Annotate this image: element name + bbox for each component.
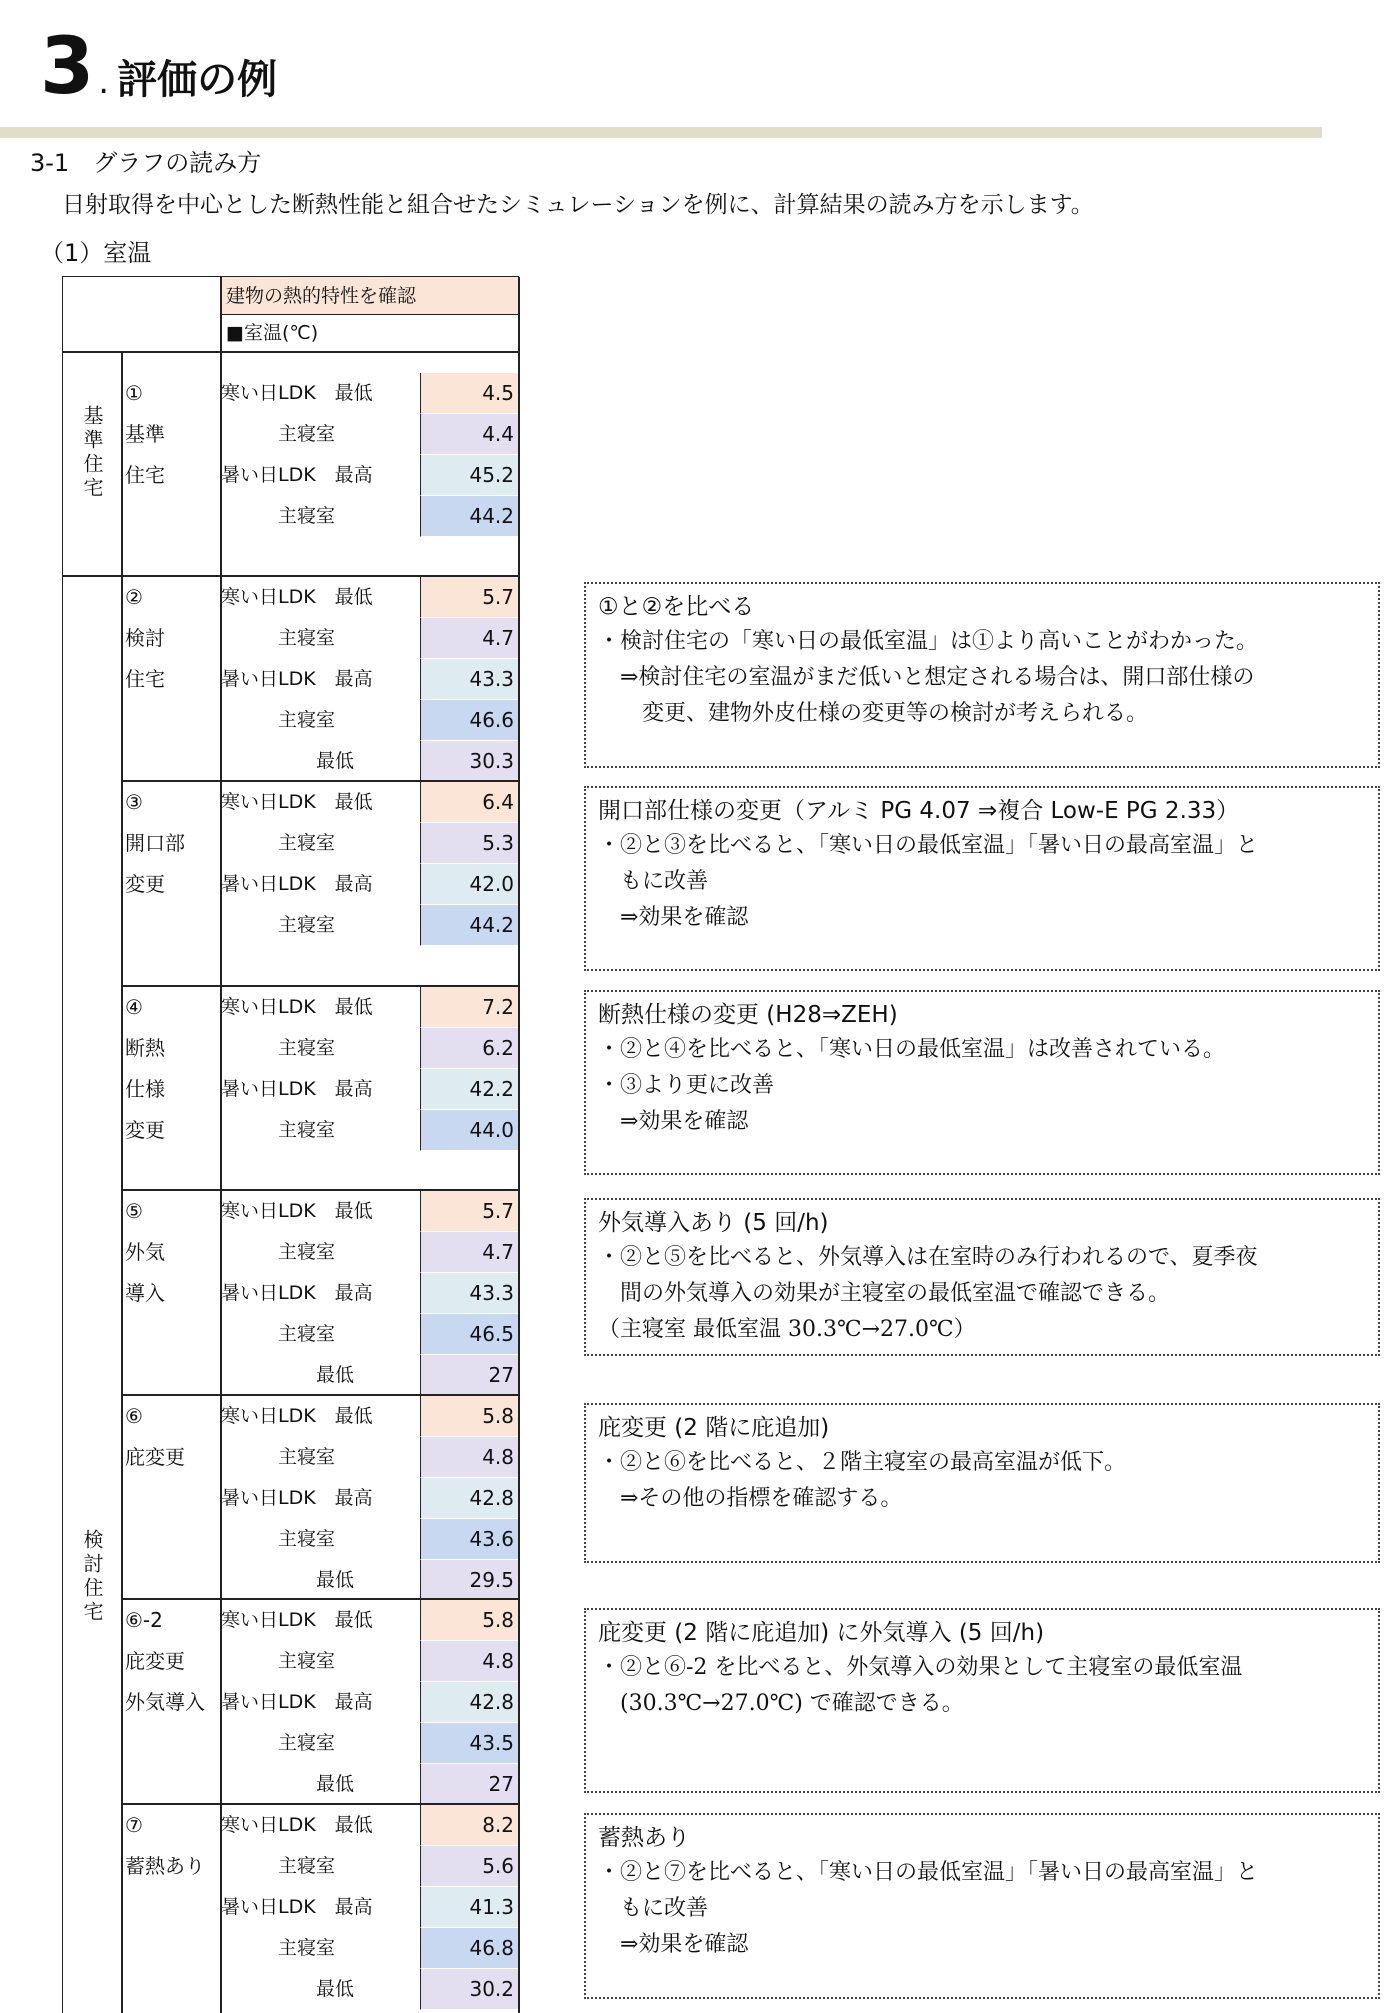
row-value: 7.2: [420, 987, 518, 1028]
row-label: 主寝室: [221, 1037, 336, 1059]
group-label-base-text: 基準住宅: [80, 405, 104, 501]
row-label: 主寝室: [221, 1732, 336, 1754]
row-label: 寒い日LDK 最低: [221, 1814, 373, 1836]
row-value: 30.2: [420, 1969, 518, 2010]
note-body: ・検討住宅の「寒い日の最低室温」は①より高いことがわかった。 ⇒検討住宅の室温がまだ低いと想定される場合は、開口部仕様の 変更、建物外皮仕様の変更等の検討が考えられる。: [598, 629, 1259, 726]
row-value: 27: [420, 1764, 518, 1805]
row-label: 主寝室: [221, 505, 336, 527]
block-label: 変更: [125, 1118, 165, 1142]
row-label: 主寝室: [221, 423, 336, 445]
row-value: 5.7: [420, 577, 518, 618]
row-label: 暑い日LDK 最高: [221, 1896, 373, 1918]
note-title: 庇変更 (2 階に庇追加) に外気導入 (5 回/h): [598, 1620, 1045, 1646]
row-value: 29.5: [420, 1560, 518, 1601]
chapter-heading: [40, 22, 277, 112]
row-value: 4.7: [420, 618, 518, 659]
row-value: 5.8: [420, 1600, 518, 1641]
note-body: ・②と④を比べると、「寒い日の最低室温」は改善されている。 ・③より更に改善 ⇒効果を確認: [598, 1037, 1226, 1134]
note-box: [584, 1813, 1380, 1999]
row-label: 暑い日LDK 最高: [221, 1487, 373, 1509]
row-value: 45.2: [420, 455, 518, 496]
row-label: 主寝室: [221, 1119, 336, 1141]
row-label: 主寝室: [221, 1937, 336, 1959]
block-label: 外気: [125, 1240, 165, 1264]
block-label: ⑥: [125, 1404, 143, 1428]
note-title: 蓄熱あり: [598, 1825, 690, 1851]
row-label: 主寝室: [221, 1241, 336, 1263]
block-label: ②: [125, 585, 143, 609]
row-value: 46.8: [420, 1928, 518, 1969]
row-value: 6.2: [420, 1028, 518, 1069]
table-unit: ■室温(℃): [226, 322, 319, 344]
note-title: 断熱仕様の変更 (H28⇒ZEH): [598, 1002, 898, 1028]
row-value: 43.6: [420, 1519, 518, 1560]
note-box: [584, 1403, 1380, 1563]
group-label-study: [63, 1507, 121, 1647]
block-label: 検討: [125, 626, 165, 650]
block-label: 庇変更: [125, 1445, 185, 1469]
group-column-line: [121, 351, 123, 2013]
row-value: 27: [420, 1355, 518, 1396]
row-label: 最低: [221, 1364, 355, 1386]
block-label: 蓄熱あり: [125, 1854, 205, 1878]
block-label: ①: [125, 381, 143, 405]
group-label-study-text: 検討住宅: [80, 1529, 104, 1625]
row-label: 寒い日LDK 最低: [221, 382, 373, 404]
block-label: 開口部: [125, 831, 185, 855]
row-value: 43.5: [420, 1723, 518, 1764]
block-label: ⑦: [125, 1813, 143, 1837]
group-label-base: [63, 373, 121, 533]
block-label: 仕様: [125, 1077, 165, 1101]
row-label: 主寝室: [221, 1446, 336, 1468]
row-value: 46.5: [420, 1314, 518, 1355]
note-box: [584, 786, 1380, 971]
row-value: 4.8: [420, 1641, 518, 1682]
row-label: 寒い日LDK 最低: [221, 586, 373, 608]
note-body: ・②と⑤を比べると、外気導入は在室時のみ行われるので、夏季夜 間の外気導入の効果が主寝室の最低室温で確認できる。 （主寝室 最低室温 30.3℃→27.0℃）: [598, 1245, 1258, 1342]
chapter-title: 評価の例: [117, 57, 278, 103]
table-header: 建物の熱的特性を確認: [220, 277, 518, 315]
note-box: [584, 1198, 1380, 1356]
row-label: 暑い日LDK 最高: [221, 1078, 373, 1100]
note-title: 開口部仕様の変更（アルミ PG 4.07 ⇒複合 Low-E PG 2.33）: [598, 798, 1240, 824]
group-divider: [63, 575, 121, 577]
row-label: 主寝室: [221, 914, 336, 936]
row-value: 43.3: [420, 1273, 518, 1314]
chapter-number: 3: [40, 22, 95, 112]
row-label: 寒い日LDK 最低: [221, 791, 373, 813]
row-label: 主寝室: [221, 1323, 336, 1345]
block-label: 住宅: [125, 667, 165, 691]
row-label: 暑い日LDK 最高: [221, 873, 373, 895]
row-label: 主寝室: [221, 1528, 336, 1550]
subsection-title: 3-1 グラフの読み方: [30, 149, 262, 177]
block-label: 導入: [125, 1281, 165, 1305]
row-value: 5.8: [420, 1396, 518, 1437]
note-body: ・②と⑥-2 を比べると、外気導入の効果として主寝室の最低室温 (30.3℃→27.0℃) で確認できる。: [598, 1655, 1243, 1716]
chapter-dot: .: [98, 62, 110, 102]
row-label: 最低: [221, 1773, 355, 1795]
section-title: （1）室温: [40, 239, 152, 267]
block-label: ④: [125, 995, 143, 1019]
row-value: 42.2: [420, 1069, 518, 1110]
row-label: 主寝室: [221, 1650, 336, 1672]
row-value: 44.2: [420, 496, 518, 537]
note-title: ①と②を比べる: [598, 594, 755, 620]
row-value: 43.3: [420, 659, 518, 700]
row-value: 4.8: [420, 1437, 518, 1478]
row-label: 最低: [221, 1978, 355, 2000]
note-body: ・②と⑥を比べると、２階主寝室の最高室温が低下。 ⇒その他の指標を確認する。: [598, 1450, 1127, 1511]
row-value: 6.4: [420, 782, 518, 823]
block-label: 住宅: [125, 463, 165, 487]
note-box: [584, 582, 1380, 768]
block-label: 外気導入: [125, 1690, 205, 1714]
row-label: 最低: [221, 750, 355, 772]
room-temperature-table: [62, 276, 519, 2013]
row-value: 46.6: [420, 700, 518, 741]
note-title: 外気導入あり (5 回/h): [598, 1210, 829, 1236]
row-value: 42.0: [420, 864, 518, 905]
heading-rule: [0, 127, 1322, 138]
row-label: 暑い日LDK 最高: [221, 1691, 373, 1713]
note-box: [584, 990, 1380, 1175]
row-label: 暑い日LDK 最高: [221, 668, 373, 690]
row-value: 44.2: [420, 905, 518, 946]
row-value: 4.4: [420, 414, 518, 455]
intro-text: 日射取得を中心とした断熱性能と組合せたシミュレーションを例に、計算結果の読み方を示します。: [62, 192, 1094, 218]
row-value: 4.7: [420, 1232, 518, 1273]
block-label: 変更: [125, 872, 165, 896]
row-value: 30.3: [420, 741, 518, 782]
row-value: 41.3: [420, 1887, 518, 1928]
row-value: 42.8: [420, 1682, 518, 1723]
row-label: 主寝室: [221, 627, 336, 649]
block-label: ③: [125, 790, 143, 814]
row-value: 5.3: [420, 823, 518, 864]
block-label: ⑤: [125, 1199, 143, 1223]
row-label: 主寝室: [221, 1855, 336, 1877]
row-value: 44.0: [420, 1110, 518, 1151]
note-box: [584, 1608, 1380, 1793]
row-label: 寒い日LDK 最低: [221, 1405, 373, 1427]
row-value: 4.5: [420, 373, 518, 414]
table-divider: [63, 351, 520, 353]
note-body: ・②と⑦を比べると、「寒い日の最低室温」「暑い日の最高室温」と もに改善 ⇒効果を確認: [598, 1860, 1259, 1957]
row-label: 寒い日LDK 最低: [221, 1609, 373, 1631]
row-value: 8.2: [420, 1805, 518, 1846]
right-line: [518, 277, 520, 2013]
block-label: ⑥-2: [125, 1608, 163, 1632]
block-label: 断熱: [125, 1036, 165, 1060]
note-title: 庇変更 (2 階に庇追加): [598, 1415, 830, 1441]
block-label: 基準: [125, 422, 165, 446]
row-value: 42.8: [420, 1478, 518, 1519]
row-label: 暑い日LDK 最高: [221, 1282, 373, 1304]
row-label: 暑い日LDK 最高: [221, 464, 373, 486]
row-value: 5.6: [420, 1846, 518, 1887]
block-label: 庇変更: [125, 1649, 185, 1673]
row-label: 寒い日LDK 最低: [221, 996, 373, 1018]
row-label: 最低: [221, 1569, 355, 1591]
row-value: 5.7: [420, 1191, 518, 1232]
row-label: 主寝室: [221, 832, 336, 854]
row-label: 主寝室: [221, 709, 336, 731]
note-body: ・②と③を比べると、「寒い日の最低室温」「暑い日の最高室温」と もに改善 ⇒効果を確認: [598, 833, 1259, 930]
row-label: 寒い日LDK 最低: [221, 1200, 373, 1222]
